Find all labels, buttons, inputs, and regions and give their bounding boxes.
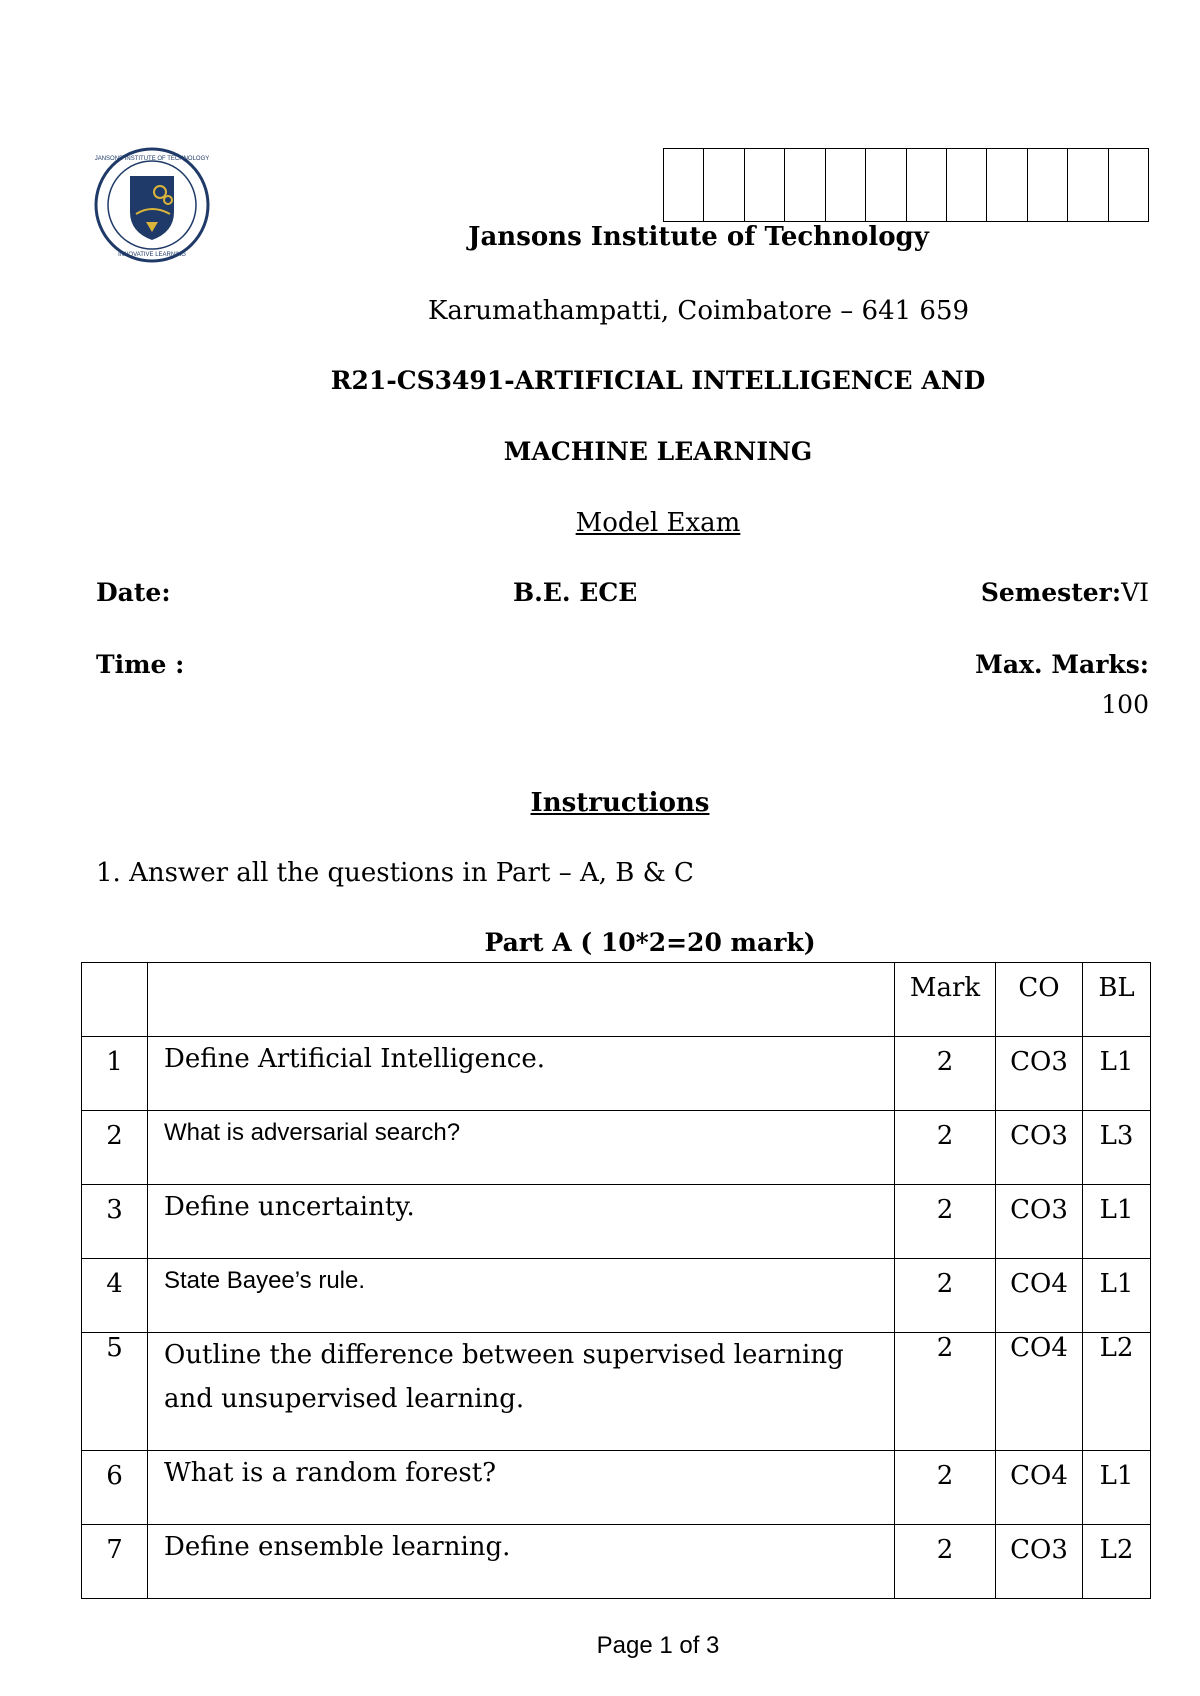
register-number-box[interactable] bbox=[907, 149, 947, 221]
table-row bbox=[82, 1185, 1151, 1259]
question-number: 3 bbox=[82, 1185, 148, 1259]
header-no bbox=[82, 963, 148, 1037]
header-mark: Mark bbox=[895, 963, 996, 1037]
table-header-row bbox=[82, 963, 1151, 1037]
register-number-box[interactable] bbox=[1028, 149, 1068, 221]
question-co: CO3 bbox=[996, 1185, 1083, 1259]
part-a-title: Part A ( 10*2=20 mark) bbox=[484, 928, 816, 957]
subject-title-line2: MACHINE LEARNING bbox=[503, 437, 813, 466]
question-bl: L1 bbox=[1083, 1259, 1151, 1333]
register-number-box[interactable] bbox=[745, 149, 785, 221]
question-text: Define ensemble learning. bbox=[148, 1525, 895, 1599]
question-mark: 2 bbox=[895, 1185, 996, 1259]
page-number: Page 1 of 3 bbox=[596, 1632, 720, 1659]
semester-value: VI bbox=[1121, 578, 1149, 607]
question-co: CO3 bbox=[996, 1525, 1083, 1599]
question-number: 4 bbox=[82, 1259, 148, 1333]
header-question bbox=[148, 963, 895, 1037]
question-number: 7 bbox=[82, 1525, 148, 1599]
register-number-box[interactable] bbox=[704, 149, 744, 221]
question-number: 1 bbox=[82, 1037, 148, 1111]
register-number-box[interactable] bbox=[947, 149, 987, 221]
table-row bbox=[82, 1259, 1151, 1333]
register-number-boxes bbox=[663, 148, 1149, 222]
register-number-box[interactable] bbox=[987, 149, 1027, 221]
question-number: 2 bbox=[82, 1111, 148, 1185]
logo-text-bottom: INNOVATIVE LEARNING bbox=[118, 252, 186, 258]
register-number-box[interactable] bbox=[1109, 149, 1148, 221]
part-a-question-table bbox=[81, 962, 1151, 1599]
register-number-box[interactable] bbox=[826, 149, 866, 221]
institution-name: Jansons Institute of Technology bbox=[468, 222, 929, 252]
question-co: CO3 bbox=[996, 1111, 1083, 1185]
institution-address: Karumathampatti, Coimbatore – 641 659 bbox=[427, 296, 970, 326]
register-number-box[interactable] bbox=[866, 149, 906, 221]
register-number-box[interactable] bbox=[1068, 149, 1108, 221]
question-co: CO4 bbox=[996, 1259, 1083, 1333]
question-co: CO3 bbox=[996, 1037, 1083, 1111]
question-mark: 2 bbox=[895, 1259, 996, 1333]
question-co: CO4 bbox=[996, 1451, 1083, 1525]
register-number-box[interactable] bbox=[785, 149, 825, 221]
table-row bbox=[82, 1451, 1151, 1525]
question-text: What is adversarial search? bbox=[148, 1111, 895, 1185]
question-text: Outline the difference between supervised learning and unsupervised learning. bbox=[148, 1333, 895, 1451]
max-marks-label: Max. Marks: bbox=[975, 650, 1149, 679]
max-marks-value: 100 bbox=[1101, 690, 1149, 719]
question-text: State Bayee’s rule. bbox=[148, 1259, 895, 1333]
question-bl: L1 bbox=[1083, 1451, 1151, 1525]
question-bl: L2 bbox=[1083, 1525, 1151, 1599]
logo-text-top: JANSONS INSTITUTE OF TECHNOLOGY bbox=[94, 156, 210, 162]
time-label: Time : bbox=[96, 650, 185, 679]
question-co: CO4 bbox=[996, 1333, 1083, 1451]
table-row bbox=[82, 1111, 1151, 1185]
subject-title-line1: R21-CS3491-ARTIFICIAL INTELLIGENCE AND bbox=[330, 366, 986, 395]
semester bbox=[981, 578, 1149, 607]
question-bl: L2 bbox=[1083, 1333, 1151, 1451]
header-co: CO bbox=[996, 963, 1083, 1037]
table-row bbox=[82, 1037, 1151, 1111]
programme: B.E. ECE bbox=[513, 578, 638, 607]
question-mark: 2 bbox=[895, 1525, 996, 1599]
question-bl: L1 bbox=[1083, 1185, 1151, 1259]
question-bl: L1 bbox=[1083, 1037, 1151, 1111]
question-text: What is a random forest? bbox=[148, 1451, 895, 1525]
instructions-heading: Instructions bbox=[530, 788, 710, 818]
question-number: 6 bbox=[82, 1451, 148, 1525]
semester-label: Semester: bbox=[980, 578, 1122, 607]
header-bl: BL bbox=[1083, 963, 1151, 1037]
question-number: 5 bbox=[82, 1333, 148, 1451]
question-mark: 2 bbox=[895, 1111, 996, 1185]
exam-type: Model Exam bbox=[575, 508, 741, 538]
instruction-item: 1. Answer all the questions in Part – A, B & C bbox=[96, 858, 694, 888]
question-mark: 2 bbox=[895, 1451, 996, 1525]
table-row bbox=[82, 1333, 1151, 1451]
register-number-box[interactable] bbox=[664, 149, 704, 221]
question-bl: L3 bbox=[1083, 1111, 1151, 1185]
question-text: Define uncertainty. bbox=[148, 1185, 895, 1259]
question-mark: 2 bbox=[895, 1333, 996, 1451]
table-row bbox=[82, 1525, 1151, 1599]
question-mark: 2 bbox=[895, 1037, 996, 1111]
date-label: Date: bbox=[96, 578, 171, 607]
question-text: Define Artificial Intelligence. bbox=[148, 1037, 895, 1111]
